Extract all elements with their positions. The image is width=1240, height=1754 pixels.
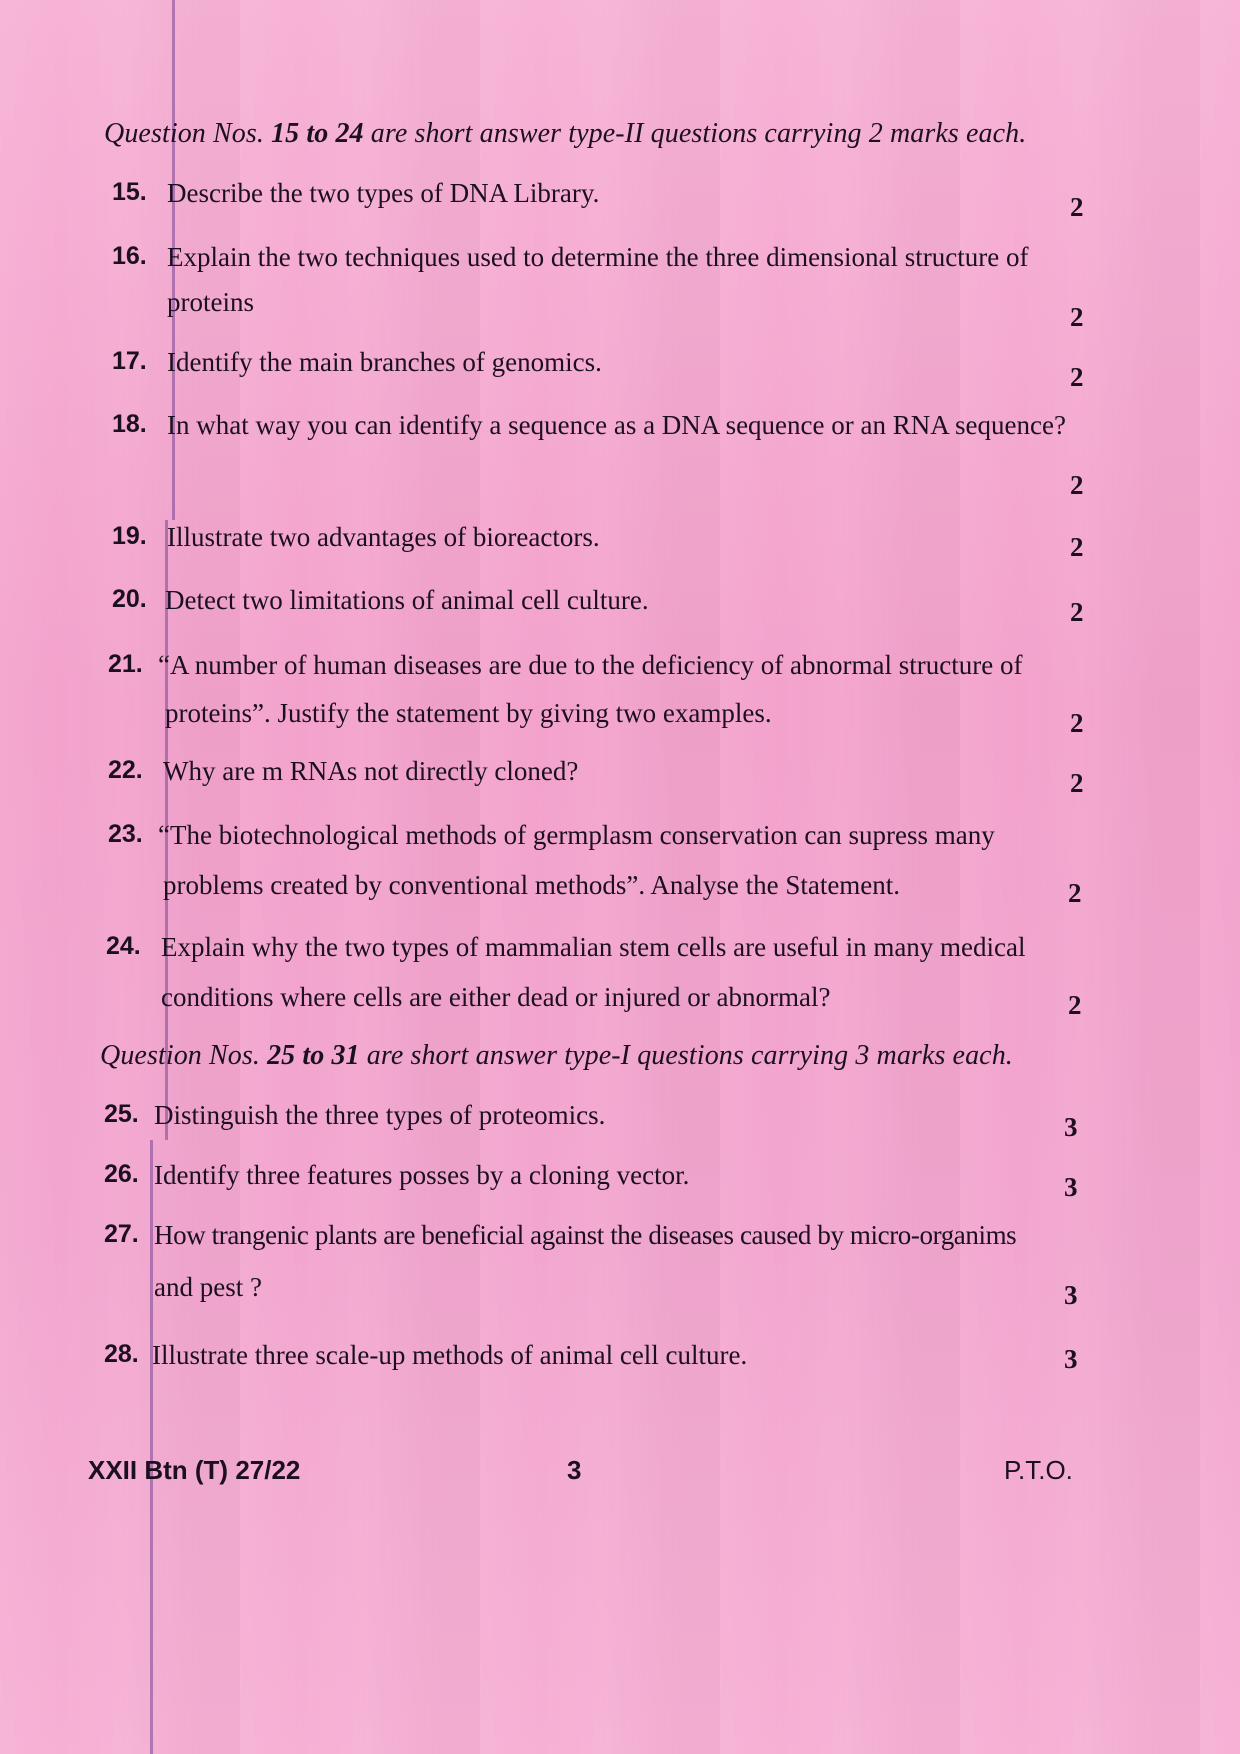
paper-code: XXII Btn (T) 27/22 (88, 1455, 301, 1485)
question-text: Explain why the two types of mammalian stem cells are useful in many medical (161, 932, 1026, 962)
question-number: 18. (112, 410, 147, 438)
question-marks: 2 (1070, 192, 1084, 222)
question-text: “The biotechnological methods of germplasm conservation can supress many (158, 820, 995, 850)
question-marks: 3 (1064, 1344, 1078, 1374)
question-number: 24. (106, 932, 141, 960)
question-number: 15. (112, 178, 147, 206)
heading-text: Question Nos. (100, 1040, 268, 1071)
heading-text: are short answer type-II questions carrying 2 marks each. (363, 118, 1027, 149)
question-marks: 2 (1070, 597, 1084, 627)
heading-text: are short answer type-I questions carrying 3 marks each. (359, 1040, 1013, 1071)
question-text: Explain the two techniques used to determine the three dimensional structure of (167, 242, 1029, 272)
question-number: 20. (112, 585, 147, 613)
question-marks: 3 (1064, 1172, 1078, 1202)
question-text-continued: and pest ? (154, 1272, 262, 1302)
question-number: 26. (104, 1160, 139, 1188)
question-number: 19. (112, 522, 147, 550)
question-number: 23. (108, 820, 143, 848)
question-text-continued: proteins (167, 287, 254, 317)
question-number: 28. (104, 1340, 139, 1368)
question-marks: 2 (1070, 470, 1084, 500)
heading-range: 15 to 24 (271, 118, 364, 149)
question-text: In what way you can identify a sequence as a DNA sequence or an RNA sequence? (167, 410, 1066, 440)
question-number: 25. (104, 1100, 139, 1128)
question-text: How trangenic plants are beneficial against the diseases caused by micro-organims (154, 1220, 1017, 1250)
question-text: Identify three features posses by a cloning vector. (154, 1160, 690, 1190)
question-marks: 2 (1068, 878, 1082, 908)
question-marks: 3 (1064, 1112, 1078, 1142)
question-text: Illustrate two advantages of bioreactors. (167, 522, 600, 552)
question-number: 27. (104, 1220, 139, 1248)
heading-text: Question Nos. (104, 118, 272, 149)
question-number: 16. (112, 242, 147, 270)
question-marks: 3 (1064, 1280, 1078, 1310)
question-text: “A number of human diseases are due to the deficiency of abnormal structure of (158, 650, 1023, 680)
question-marks: 2 (1070, 708, 1084, 738)
section-heading-short-answer-i (100, 1040, 1100, 1072)
question-text-continued: conditions where cells are either dead or injured or abnormal? (161, 982, 831, 1012)
section-heading-short-answer-ii (104, 118, 1104, 150)
question-marks: 2 (1070, 532, 1084, 562)
question-text: Describe the two types of DNA Library. (167, 178, 600, 208)
heading-range: 25 to 31 (267, 1040, 360, 1071)
question-text: Distinguish the three types of proteomics. (154, 1100, 606, 1130)
question-marks: 2 (1070, 302, 1084, 332)
question-text: Illustrate three scale-up methods of animal cell culture. (152, 1340, 748, 1370)
question-text: Identify the main branches of genomics. (167, 347, 602, 377)
question-number: 21. (108, 650, 143, 678)
question-marks: 2 (1070, 768, 1084, 798)
question-text: Why are m RNAs not directly cloned? (163, 756, 579, 786)
page-number: 3 (567, 1455, 582, 1485)
please-turn-over: P.T.O. (1004, 1455, 1073, 1485)
question-text-continued: problems created by conventional methods”. Analyse the Statement. (163, 870, 901, 900)
question-number: 17. (112, 347, 147, 375)
question-text: Detect two limitations of animal cell culture. (165, 585, 649, 615)
question-marks: 2 (1070, 362, 1084, 392)
question-number: 22. (108, 756, 143, 784)
question-text-continued: proteins”. Justify the statement by giving two examples. (165, 698, 772, 728)
question-marks: 2 (1068, 990, 1082, 1020)
